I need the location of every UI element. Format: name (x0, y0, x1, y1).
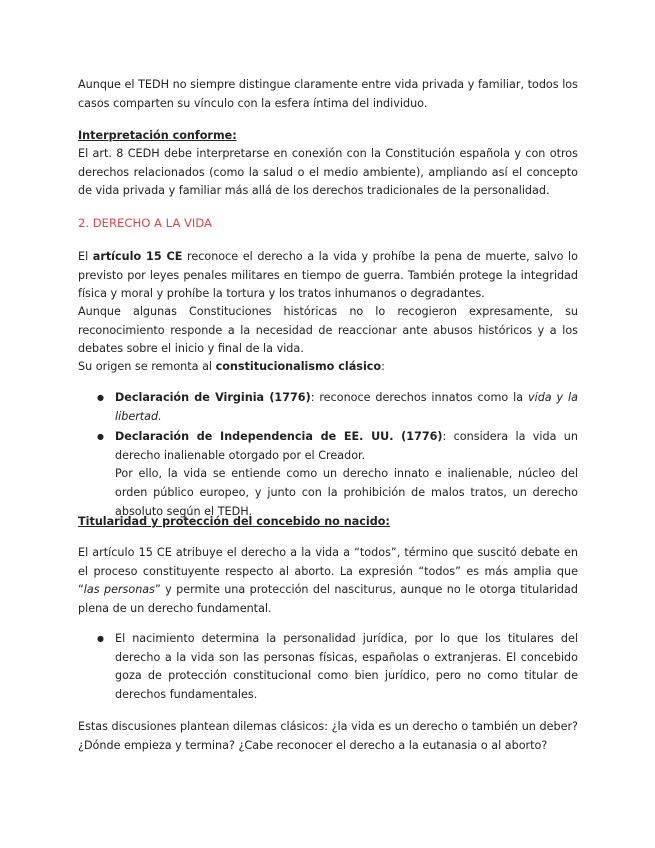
paragraph-origen (78, 358, 578, 377)
bullet2-extra-text: Por ello, la vida se entiende como un derecho innato e inalienable, núcleo del orden público europeo, y junto con la prohibición de malos tratos, un derecho absoluto según el TEDH. (115, 467, 578, 518)
paragraph-dilemas: Estas discusiones plantean dilemas clásicos: ¿la vida es un derecho o también un deber? ¿Dónde empieza y termina? ¿Cabe reconocer el derecho a la eutanasia o al aborto? (78, 720, 578, 752)
titularidad-title: Titularidad y protección del concebido no nacido: (78, 515, 390, 528)
p6-italic: las personas (83, 583, 155, 597)
bullet2-bold: Declaración de Independencia de EE. UU. (1776) (115, 430, 443, 444)
bullet1-bold: Declaración de Virginia (1776) (115, 391, 311, 404)
p5-part-c: : (381, 360, 385, 373)
bullet1-italic: vida y la libertad. (115, 391, 578, 423)
paragraph-art15 (78, 248, 578, 304)
bullet-virginia (78, 389, 578, 426)
bullet-list-nacimiento (78, 630, 578, 704)
titularidad-heading (78, 513, 578, 532)
paragraph-tedh-intro: Aunque el TEDH no siempre distingue claramente entre vida privada y familiar, todos los casos comparten su vínculo con la esfera íntima del individuo. (78, 78, 578, 110)
p3-part-c: reconoce el derecho a la vida y prohíbe la pena de muerte, salvo lo previsto por leyes penales militares en tiempo de guerra. También protege la integridad física y moral y prohíbe la tortura y los tratos inhumanos o degradantes. (78, 250, 579, 301)
interpretacion-title: Interpretación conforme: (78, 129, 237, 142)
p6-part-b: ” y permite una protección del nasciturus, aunque no le otorga titularidad plena de un derecho fundamental. (78, 583, 578, 615)
p5-part-a: Su origen se remonta al (78, 360, 216, 373)
paragraph-art8: El art. 8 CEDH debe interpretarse en conexión con la Constitución española y con otros derechos relacionados (como la salud o el medio ambiente), ampliando así el concepto de vida privada y familiar más allá de los derechos tradicionales de la personalidad. (78, 147, 578, 198)
p3-part-a: El (78, 250, 93, 263)
p5-bold: constitucionalismo clásico (215, 360, 382, 373)
p6-part-a: El artículo 15 CE atribuye el derecho a la vida a “todos”, término que suscitó debate en el proceso constituyente respecto al aborto. La expresión “todos” es más amplia que “ (78, 546, 578, 597)
bullet-independencia (78, 428, 578, 465)
section-title-derecho-vida: 2. DERECHO A LA VIDA (78, 216, 212, 230)
p3-bold: artículo 15 CE (92, 250, 183, 263)
bullet2-text: : considera la vida un derecho inalienable otorgado por el Creador. (115, 430, 578, 462)
interpretacion-heading (78, 127, 578, 146)
bullet-nacimiento: ● El nacimiento determina la personalidad jurídica, por lo que los titulares del derecho a la vida son las personas físicas, españolas o extranjeras. El concebido goza de protección constitucional como bien jurídico, pero no como titular de derechos fundamentales. (78, 630, 578, 704)
bullet1-text: : reconoce derechos innatos como la (310, 391, 528, 404)
paragraph-todos (78, 544, 578, 618)
bullet-list-origen (78, 389, 578, 521)
paragraph-constituciones: Aunque algunas Constituciones históricas no lo recogieron expresamente, su reconocimiento responde a la necesidad de reaccionar ante abusos históricos y a los debates sobre el inicio y final de la vida. (78, 305, 578, 356)
